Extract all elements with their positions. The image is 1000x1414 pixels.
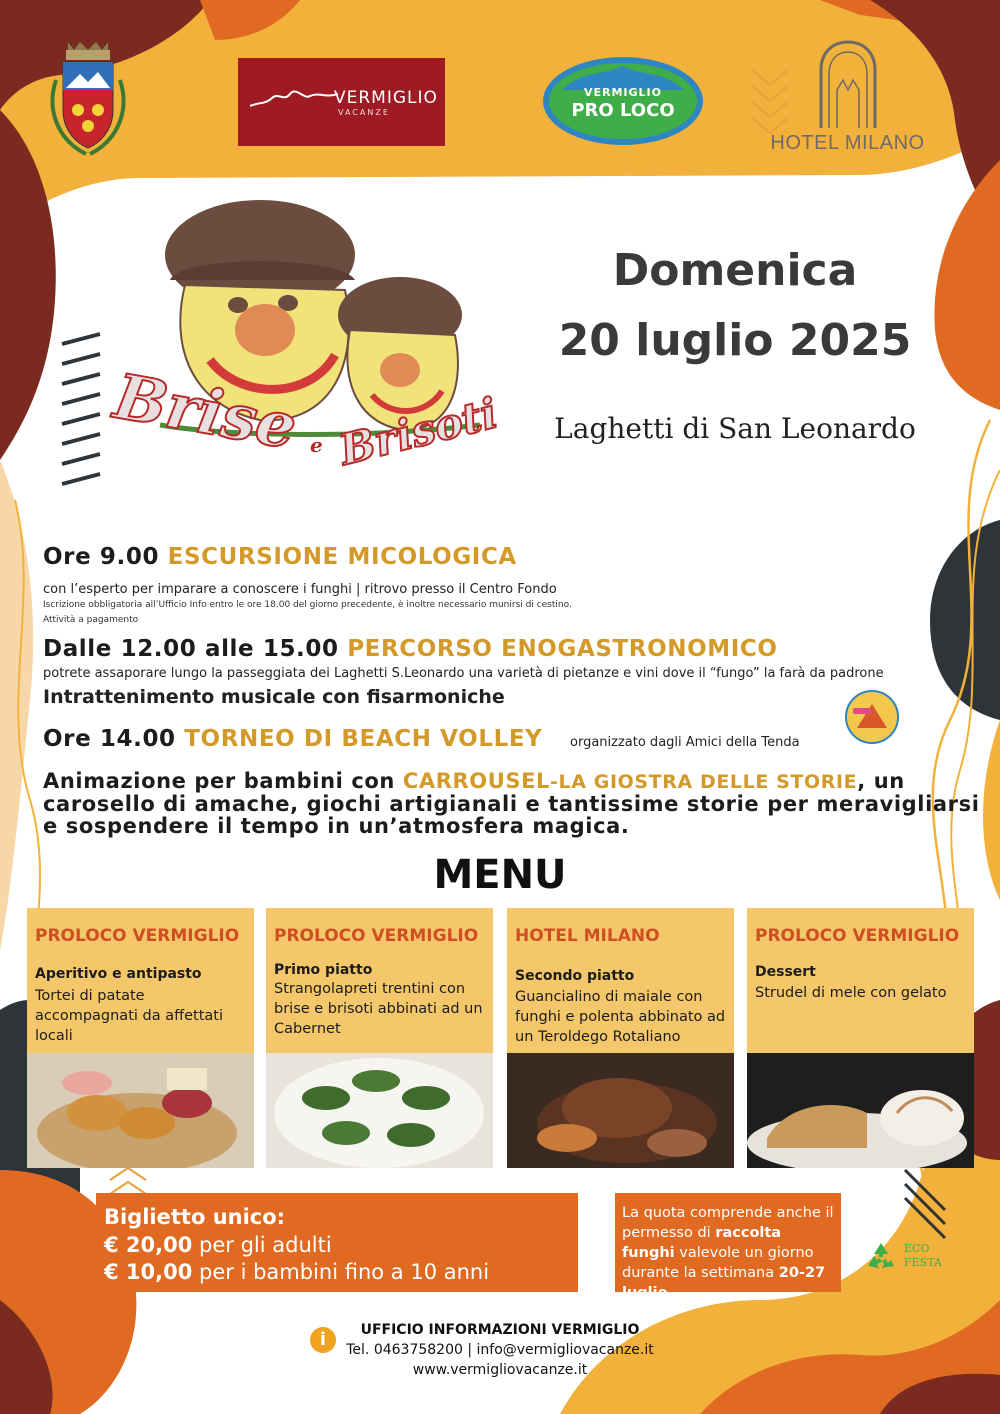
event-day: Domenica: [612, 245, 858, 296]
office-website-link[interactable]: www.vermigliovacanze.it: [412, 1362, 588, 1378]
menu-card-secondo: [507, 908, 734, 1168]
ticket-child-price: € 10,00: [104, 1260, 193, 1284]
menu-card-description: Strudel di mele con gelato: [755, 985, 947, 1001]
menu-card-description: Strangolapreti trentini con brise e brisoti abbinati ad un Cabernet: [274, 981, 483, 1037]
proloco-top-text: VERMIGLIO: [583, 86, 663, 99]
menu-card-org: PROLOCO VERMIGLIO: [755, 926, 960, 946]
anim-description: , un carosello di amache, giochi artigianali e tantissime storie per meravigliarsi e sospendere il tempo in un’atmosfera magica.: [43, 769, 980, 838]
ecofesta-line-2: FESTA: [904, 1256, 942, 1269]
event-logo-word-e: e: [310, 433, 323, 457]
brise-brisoti-illustration: [100, 185, 520, 490]
guancialino-photo: [507, 1053, 734, 1168]
program-item-1-payment-note: Attività a pagamento: [43, 615, 139, 625]
ticket-child-line: [104, 1260, 489, 1284]
office-name: UFFICIO INFORMAZIONI VERMIGLIO: [360, 1322, 640, 1338]
strudel-photo: [747, 1053, 974, 1168]
recycle-icon: [864, 1240, 898, 1274]
program-item-1-note: Iscrizione obbligatoria all’Ufficio Info entro le ore 18.00 del giorno precedente, è inoltre necessario munirsi di cestino.: [43, 600, 572, 610]
carrousel-name: CARROUSEL: [402, 769, 551, 793]
info-icon: i: [310, 1327, 336, 1353]
giostra-name: -LA GIOSTRA DELLE STORIE: [550, 771, 858, 793]
hotel-milano-logo: [760, 40, 935, 160]
menu-title: MENU: [433, 852, 567, 898]
program-item-1-subtitle: con l’esperto per imparare a conoscere i funghi | ritrovo presso il Centro Fondo: [43, 582, 557, 597]
antipasto-photo: [27, 1053, 254, 1168]
menu-card-primo: [266, 908, 493, 1168]
menu-card-dessert: [747, 908, 974, 1168]
office-contact[interactable]: Tel. 0463758200 | info@vermigliovacanze.it: [346, 1342, 654, 1358]
menu-card-org: PROLOCO VERMIGLIO: [274, 926, 479, 946]
anim-intro: Animazione per bambini con: [43, 769, 403, 793]
ticket-adult-price: € 20,00: [104, 1233, 193, 1257]
program-item-3-title: TORNEO DI BEACH VOLLEY: [184, 726, 543, 752]
program-item-2-heading: [43, 636, 778, 662]
menu-card-course: Secondo piatto: [515, 968, 635, 984]
vermiglio-logo-text: VERMIGLIO: [334, 88, 438, 108]
quota-part-2: valevole un giorno durante la settimana: [622, 1245, 814, 1281]
program-item-1-time: Ore 9.00: [43, 544, 160, 570]
ecofesta-logo: [864, 1238, 954, 1278]
program-item-2-subtitle: potrete assaporare lungo la passeggiata dei Laghetti S.Leonardo una varietà di pietanze e vini dove il “fungo” la farà da padrone: [43, 666, 884, 681]
event-place: Laghetti di San Leonardo: [554, 412, 916, 445]
ecofesta-line-1: ECO: [904, 1242, 930, 1255]
quota-text: [622, 1203, 837, 1303]
kids-animation-paragraph: [43, 770, 983, 837]
proloco-logo: [542, 56, 704, 146]
menu-card-antipasto: [27, 908, 254, 1168]
event-logo-word-brisoti: Brisoti: [334, 388, 503, 475]
program-item-1-heading: [43, 544, 517, 570]
vermiglio-vacanze-logo: [238, 58, 445, 146]
ticket-adult-line: [104, 1233, 332, 1257]
event-date: 20 luglio 2025: [558, 315, 912, 366]
amici-della-tenda-logo: [845, 690, 899, 744]
ticket-child-label: per i bambini fino a 10 anni: [192, 1260, 490, 1284]
vacanze-logo-text: VACANZE: [338, 108, 390, 117]
menu-card-course: Dessert: [755, 964, 816, 980]
hotel-milano-logo-text: HOTEL MILANO: [770, 132, 925, 154]
menu-card-description: Tortei di patate accompagnati da affettati locali: [35, 988, 223, 1044]
municipal-crest-logo: [38, 40, 138, 160]
menu-card-description: Guancialino di maiale con funghi e polenta abbinato ad un Teroldego Rotaliano: [515, 989, 726, 1045]
proloco-bottom-text: PRO LOCO: [571, 100, 675, 121]
quota-part-1: La quota comprende anche il permesso di: [622, 1205, 834, 1241]
menu-card-course: Aperitivo e antipasto: [35, 966, 202, 982]
program-item-3-time: Ore 14.00: [43, 726, 176, 752]
ticket-adult-label: per gli adulti: [192, 1233, 332, 1257]
program-item-3-heading: [43, 726, 542, 752]
quota-bold-2: 20-27 luglio: [622, 1265, 826, 1301]
quota-info-box: [615, 1193, 841, 1301]
menu-card-course: Primo piatto: [274, 962, 373, 978]
program-item-2-title: PERCORSO ENOGASTRONOMICO: [347, 636, 778, 662]
menu-card-org: PROLOCO VERMIGLIO: [35, 926, 240, 946]
program-music-line: Intrattenimento musicale con fisarmoniche: [43, 686, 505, 708]
quota-bold-1: raccolta funghi: [622, 1225, 782, 1261]
ticket-title: Biglietto unico:: [104, 1205, 286, 1229]
menu-card-org: HOTEL MILANO: [515, 926, 660, 946]
program-item-3-subtitle: organizzato dagli Amici della Tenda: [570, 735, 800, 750]
mountain-signature-icon: [250, 84, 340, 114]
hotel-arch-icon: [815, 40, 881, 130]
strangolapreti-photo: [266, 1053, 493, 1168]
ticket-box: [96, 1193, 578, 1292]
program-item-2-time: Dalle 12.00 alle 15.00: [43, 636, 339, 662]
event-logo-word-brise: Brise: [109, 359, 302, 464]
program-item-1-title: ESCURSIONE MICOLOGICA: [167, 544, 517, 570]
